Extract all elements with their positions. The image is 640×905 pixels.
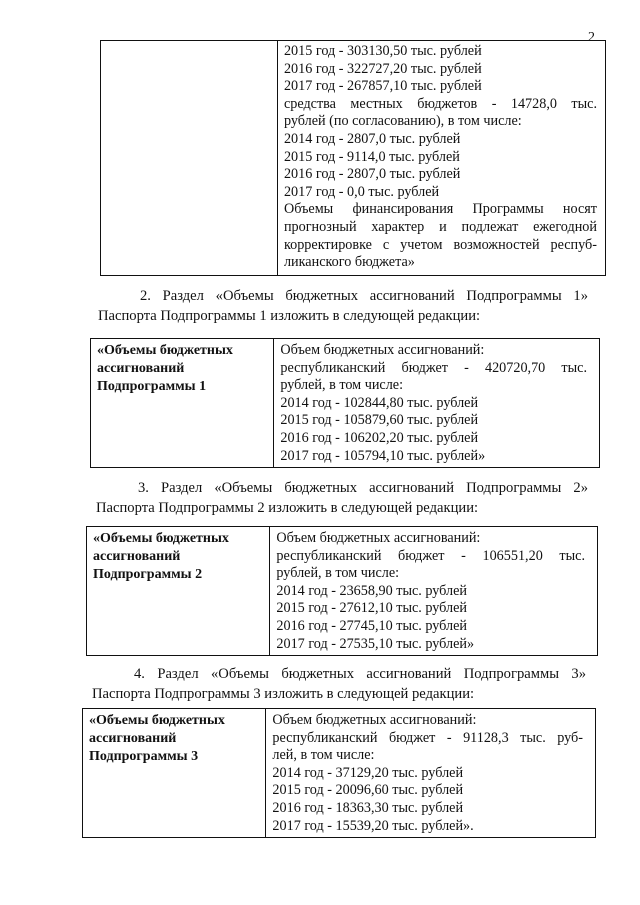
table-line: Объем бюджетных ассигнований: <box>280 342 485 358</box>
table-heading-line: Подпрограммы 2 <box>93 567 203 582</box>
table-line: Объем бюджетных ассигнований: <box>276 530 481 546</box>
table-line: 2016 год - 106202,20 тыс. рублей <box>280 429 479 446</box>
paragraph-section-4 <box>92 664 586 704</box>
paragraph-section-2 <box>98 286 588 326</box>
table-subprogram-2 <box>86 526 598 656</box>
table-line: 2016 год - 27745,10 тыс. рублей <box>276 617 468 634</box>
table-heading-line: Подпрограммы 3 <box>89 749 199 764</box>
table-line: 2015 год - 20096,60 тыс. рублей <box>272 782 464 799</box>
table-line: 2016 год - 322727,20 тыс. рублей <box>283 60 482 77</box>
table-heading-line: ассигнований <box>93 549 181 564</box>
table-heading-line: ассигнований <box>89 731 177 746</box>
table-line: ликанского бюджета» <box>283 254 415 271</box>
table-program-financing <box>100 40 606 276</box>
paragraph-line: Паспорта Подпрограммы 3 изложить в следующей редакции: <box>92 686 475 702</box>
table-subprogram-1 <box>90 338 600 468</box>
paragraph-line: 3. Раздел «Объемы бюджетных ассигнований Подпрограммы 2» <box>138 480 588 496</box>
table-heading-line: «Объемы бюджетных <box>93 531 229 546</box>
table-right-cell <box>277 41 605 276</box>
table-line: республиканский бюджет - 91128,3 тыс. руб- <box>272 729 583 746</box>
table-line: республиканский бюджет - 420720,70 тыс. <box>280 359 587 376</box>
table-line: средства местных бюджетов - 14728,0 тыс. <box>283 95 597 112</box>
table-line: прогнозный характер и подлежат ежегодной <box>283 218 597 235</box>
table-left-cell <box>87 527 270 656</box>
table-line: 2016 год - 18363,30 тыс. рублей <box>272 799 464 816</box>
table-heading-line: ассигнований <box>97 361 185 376</box>
table-line: 2014 год - 2807,0 тыс. рублей <box>283 130 461 147</box>
table-line: лей, в том числе: <box>272 747 375 764</box>
table-left-cell <box>83 709 266 838</box>
table-right-cell <box>266 709 596 838</box>
table-subprogram-3 <box>82 708 596 838</box>
table-line: Объемы финансирования Программы носят <box>283 201 597 218</box>
table-right-cell <box>274 339 600 468</box>
table-left-cell <box>91 339 274 468</box>
table-line: 2014 год - 37129,20 тыс. рублей <box>272 764 464 781</box>
table-line: 2015 год - 27612,10 тыс. рублей <box>276 600 468 617</box>
table-line: 2015 год - 303130,50 тыс. рублей <box>283 43 482 59</box>
table-left-cell <box>101 41 278 276</box>
table-line: 2017 год - 267857,10 тыс. рублей <box>283 78 482 95</box>
table-line: 2015 год - 105879,60 тыс. рублей <box>280 412 479 429</box>
paragraph-line: 4. Раздел «Объемы бюджетных ассигнований Подпрограммы 3» <box>134 666 586 682</box>
table-line: 2015 год - 9114,0 тыс. рублей <box>283 148 460 165</box>
table-line: рублей, в том числе: <box>276 565 400 582</box>
table-line: рублей, в том числе: <box>280 377 404 394</box>
table-line: республиканский бюджет - 106551,20 тыс. <box>276 547 585 564</box>
paragraph-line: Паспорта Подпрограммы 1 изложить в следующей редакции: <box>98 308 481 324</box>
paragraph-line: Паспорта Подпрограммы 2 изложить в следующей редакции: <box>96 500 479 516</box>
table-line: Объем бюджетных ассигнований: <box>272 712 477 728</box>
table-line: 2014 год - 102844,80 тыс. рублей <box>280 394 479 411</box>
paragraph-line: 2. Раздел «Объемы бюджетных ассигнований Подпрограммы 1» <box>140 288 588 304</box>
table-line: корректировке с учетом возможностей респуб- <box>283 236 597 253</box>
table-right-cell <box>270 527 598 656</box>
table-line: 2017 год - 27535,10 тыс. рублей» <box>276 635 475 652</box>
table-heading-line: Подпрограммы 1 <box>97 379 207 394</box>
table-line: 2016 год - 2807,0 тыс. рублей <box>283 166 461 183</box>
table-line: рублей (по согласованию), в том числе: <box>283 113 522 130</box>
table-line: 2014 год - 23658,90 тыс. рублей <box>276 582 468 599</box>
table-line: 2017 год - 105794,10 тыс. рублей» <box>280 447 486 464</box>
paragraph-section-3 <box>96 478 588 518</box>
table-line: 2017 год - 0,0 тыс. рублей <box>283 183 440 200</box>
table-heading-line: «Объемы бюджетных <box>89 713 225 728</box>
table-line: 2017 год - 15539,20 тыс. рублей». <box>272 817 474 834</box>
page-number: 2 <box>588 30 595 45</box>
table-heading-line: «Объемы бюджетных <box>97 343 233 358</box>
